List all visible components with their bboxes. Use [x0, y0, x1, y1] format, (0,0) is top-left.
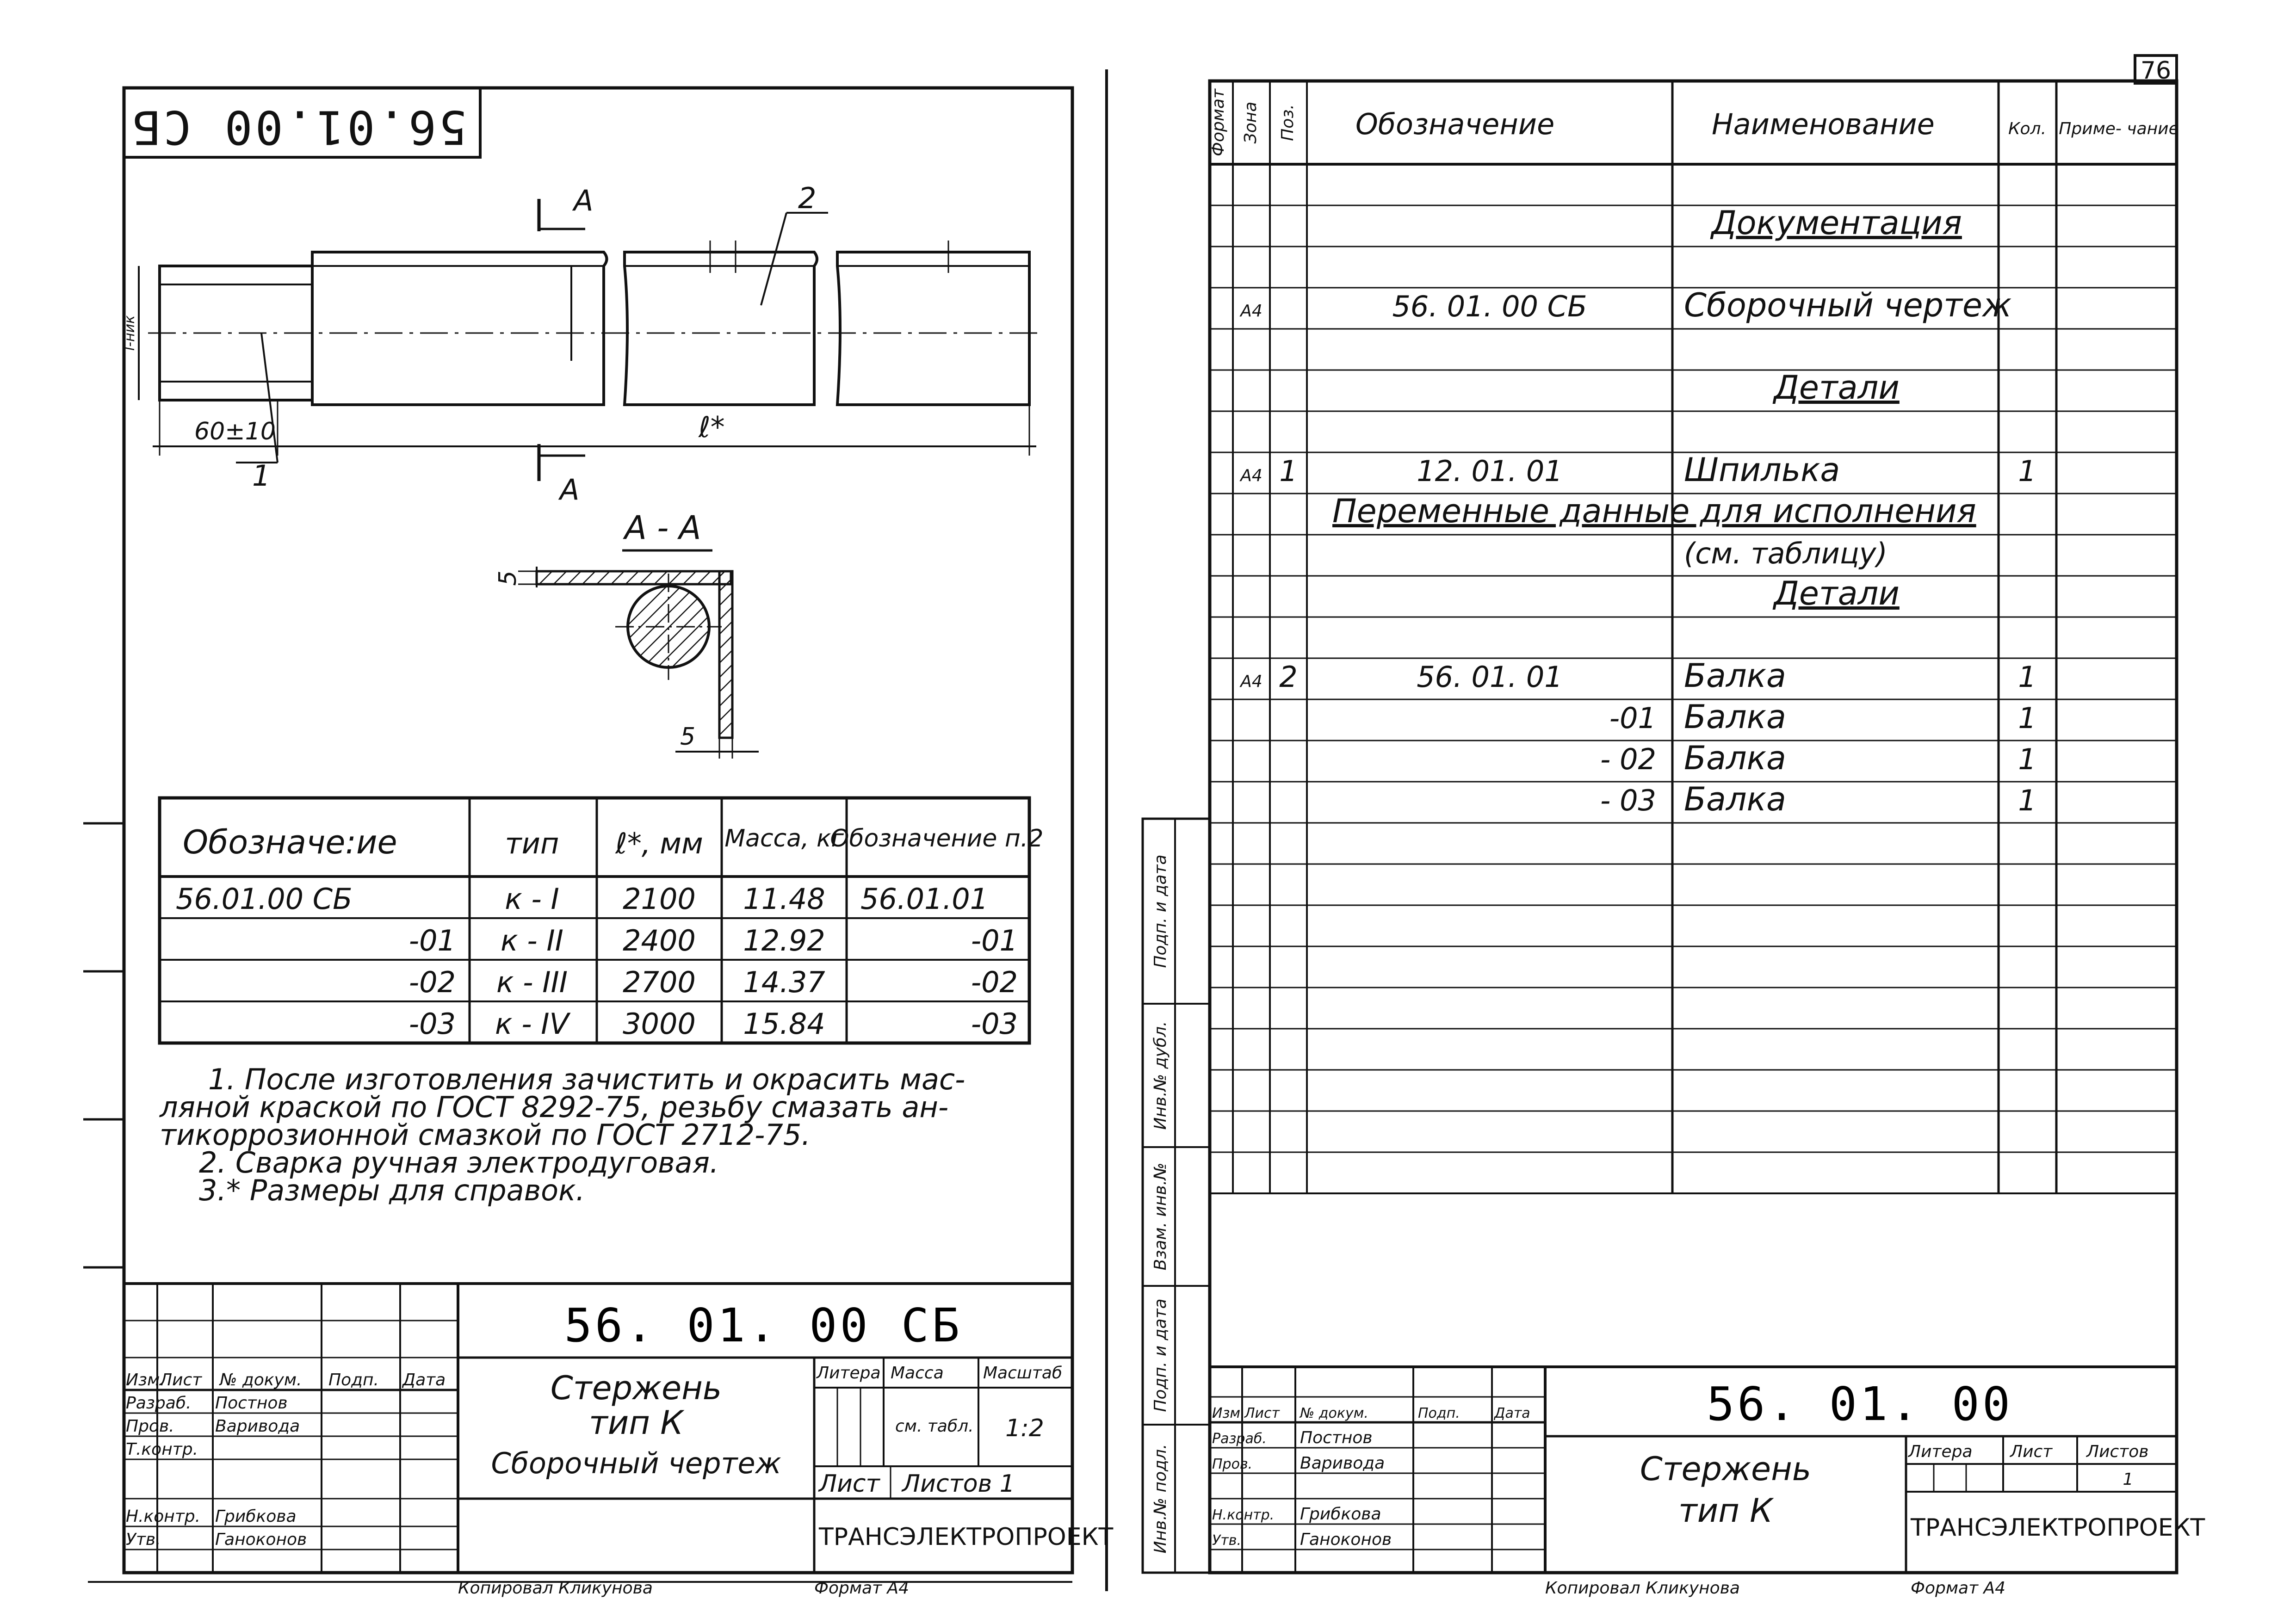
left-name-line3: Сборочный чертеж [491, 1446, 781, 1480]
note-line: 1. После изготовления зачистить и окрасить мас- [208, 1062, 965, 1096]
side-label: Взам. инв.№ [1151, 1162, 1170, 1271]
spec-name-cell: (см. таблицу) [1684, 537, 1888, 570]
vt-cell: 56.01.00 СБ [176, 882, 353, 916]
spec-qty-cell: 1 [2018, 454, 2036, 488]
side-label: Подп. и дата [1151, 854, 1170, 968]
rtb-sheets-value: 1 [2123, 1470, 2134, 1489]
vt-cell: 2400 [623, 924, 696, 957]
tb-sheets-label: Листов 1 [902, 1470, 1015, 1498]
spec-header-pos: Поз. [1278, 104, 1297, 141]
right-name-line1: Стержень [1640, 1450, 1812, 1488]
rtb-sheet-label: Лист [2010, 1442, 2053, 1461]
vt-cell: 2100 [623, 882, 696, 916]
spec-designation-cell: Переменные данные для исполнения [1332, 492, 1976, 530]
right-doc-code: 56. 01. 00 [1706, 1377, 2013, 1431]
vt-header-mass: Масса, кг [724, 825, 844, 852]
spec-header-note: Приме- чание [2059, 119, 2179, 138]
spec-name-cell: Сборочный чертеж [1684, 286, 2012, 324]
rtb-role: Утв. [1212, 1532, 1241, 1549]
rtb-role: Н.контр. [1212, 1507, 1275, 1523]
cut-a-bottom-label: A [560, 473, 580, 506]
vt-cell: к - I [505, 882, 559, 916]
spec-designation-cell: - 03 [1600, 784, 1656, 817]
spec-designation-cell: 12. 01. 01 [1417, 454, 1563, 488]
left-name-line2: тип К [589, 1404, 683, 1442]
cut-a-top-label: A [574, 184, 594, 217]
tb-copied: Копировал Кликунова [458, 1579, 653, 1598]
tb-header: Подп. [328, 1371, 379, 1389]
tb-org: ТРАНСЭЛЕКТРОПРОЕКТ [819, 1523, 1114, 1551]
left-sheet [83, 88, 1114, 1598]
spec-name-cell: Балка [1684, 780, 1786, 818]
side-label: Инв.№ подл. [1151, 1444, 1170, 1554]
page-number: 76 [2140, 57, 2172, 85]
rtb-org: ТРАНСЭЛЕКТРОПРОЕКТ [1911, 1514, 2205, 1542]
side-label: Подп. и дата [1151, 1298, 1170, 1412]
spec-pos-cell: 1 [1279, 454, 1298, 488]
spec-format-cell: А4 [1240, 302, 1262, 321]
spec-header-designation: Обозначение [1355, 107, 1555, 141]
vt-cell: 14.37 [743, 965, 825, 999]
vt-header-pos2: Обозначение п.2 [830, 825, 1044, 852]
rtb-header: Подп. [1418, 1405, 1460, 1421]
spec-header-name: Наименование [1712, 107, 1935, 141]
vt-header-designation: Обозначе:ие [183, 823, 397, 861]
spec-qty-cell: 1 [2018, 742, 2036, 776]
dim-60: 60±10 [194, 418, 276, 445]
spec-name-cell: Документация [1711, 204, 1962, 242]
tb-name: Ганоконов [215, 1530, 307, 1549]
vt-cell: к - II [501, 924, 563, 957]
side-label: Инв.№ дубл. [1151, 1021, 1170, 1130]
vt-cell: 56.01.01 [860, 882, 989, 916]
section-a-a [518, 550, 759, 759]
spec-format-cell: А4 [1240, 466, 1262, 485]
vt-header-type: тип [505, 827, 559, 860]
spec-designation-cell: 56. 01. 01 [1417, 660, 1563, 694]
tb-role: Т.контр. [126, 1440, 198, 1459]
rtb-header: Изм. [1212, 1405, 1245, 1421]
tb-role: Пров. [126, 1417, 174, 1436]
tb-header: Лист [160, 1371, 202, 1389]
vt-cell: -01 [408, 924, 456, 957]
tb-role: Н.контр. [126, 1507, 201, 1526]
rtb-name: Ганоконов [1300, 1530, 1392, 1549]
dim-5-top: 5 [494, 570, 522, 586]
spec-name-cell: Детали [1774, 369, 1900, 407]
spec-header-qty: Кол. [2008, 119, 2047, 138]
spec-name-cell: Балка [1684, 698, 1786, 736]
spec-format-cell: А4 [1240, 672, 1262, 691]
spec-table-rows [1239, 204, 2036, 818]
rtb-name: Варивода [1300, 1454, 1385, 1473]
spec-designation-cell: -01 [1609, 701, 1656, 735]
vt-cell: -02 [408, 965, 456, 999]
tb-name: Варивода [215, 1417, 300, 1436]
vt-cell: 12.92 [743, 924, 825, 957]
dim-5-bottom: 5 [680, 723, 696, 751]
rtb-litera-label: Литера [1908, 1442, 1973, 1461]
spec-designation-cell: - 02 [1600, 742, 1656, 776]
vt-cell: 11.48 [743, 882, 825, 916]
tb-name: Грибкова [215, 1507, 297, 1526]
tb-header: Дата [402, 1371, 446, 1389]
position-1-label: 1 [252, 459, 271, 493]
tb-scale-label: Масштаб [983, 1364, 1063, 1383]
rotated-code: 56.01.00 СБ [130, 100, 467, 154]
rtb-format: Формат А4 [1911, 1579, 2006, 1598]
vt-cell: к - III [496, 965, 568, 999]
vt-cell: к - IV [495, 1007, 569, 1041]
rtb-name: Грибкова [1300, 1505, 1381, 1524]
dim-l: ℓ* [699, 410, 725, 444]
spec-header-format: Формат [1209, 88, 1228, 157]
spec-designation-cell: 56. 01. 00 СБ [1392, 290, 1587, 323]
rtb-header: Лист [1244, 1405, 1280, 1421]
vt-cell: -01 [971, 924, 1018, 957]
spec-header-zone: Зона [1241, 101, 1260, 144]
spec-qty-cell: 1 [2018, 701, 2036, 735]
position-2-label: 2 [798, 181, 817, 215]
tb-header: № докум. [220, 1371, 302, 1389]
tb-name: Постнов [215, 1394, 288, 1413]
spec-name-cell: Балка [1684, 739, 1786, 777]
rtb-header: Дата [1494, 1405, 1530, 1421]
vt-header-length: ℓ*, мм [615, 827, 703, 860]
vt-cell: 15.84 [743, 1007, 825, 1041]
rtb-role: Разраб. [1212, 1431, 1267, 1447]
variants-table [160, 798, 1043, 1043]
vt-cell: -03 [408, 1007, 456, 1041]
note-line: 2. Сварка ручная электродуговая. [199, 1146, 719, 1179]
left-doc-code: 56. 01. 00 СБ [564, 1298, 963, 1352]
left-name-line1: Стержень [550, 1369, 722, 1407]
spec-qty-cell: 1 [2018, 784, 2036, 817]
tb-format: Формат А4 [814, 1579, 910, 1598]
tb-role: Разраб. [126, 1394, 192, 1413]
rtb-role: Пров. [1212, 1456, 1253, 1472]
notes [159, 1062, 965, 1207]
vt-cell: -02 [971, 965, 1018, 999]
tb-mass-value: см. табл. [895, 1417, 974, 1436]
vt-cell: 2700 [623, 965, 696, 999]
rtb-copied: Копировал Кликунова [1545, 1579, 1740, 1598]
spec-name-cell: Шпилька [1684, 451, 1840, 489]
rtb-header: № докум. [1300, 1405, 1368, 1421]
section-title: A - A [625, 509, 701, 547]
vt-cell: 3000 [623, 1007, 696, 1041]
note-line: тикоррозионной смазкой по ГОСТ 2712-75. [160, 1118, 811, 1152]
tb-mass-label: Масса [891, 1364, 944, 1383]
vt-cell: -03 [971, 1007, 1018, 1041]
tb-header: Изм. [126, 1371, 165, 1389]
note-line: 3.* Размеры для справок. [199, 1173, 585, 1207]
right-name-line2: тип К [1678, 1492, 1773, 1530]
rtb-name: Постнов [1300, 1428, 1373, 1447]
tb-scale-value: 1:2 [1005, 1414, 1044, 1442]
spec-name-cell: Балка [1684, 657, 1786, 695]
spec-name-cell: Детали [1774, 574, 1900, 612]
tb-role: Утв. [126, 1530, 161, 1549]
tb-litera-label: Литера [817, 1364, 881, 1383]
spec-table-grid [1210, 81, 2177, 1193]
thread-dimension: l-ник [122, 315, 138, 351]
spec-qty-cell: 1 [2018, 660, 2036, 694]
spec-pos-cell: 2 [1279, 660, 1298, 694]
tb-sheet-label: Лист [819, 1470, 880, 1498]
right-sheet [1143, 56, 2205, 1598]
note-line: ляной краской по ГОСТ 8292-75, резьбу смазать ан- [160, 1090, 949, 1124]
rtb-sheets-label: Листов [2086, 1442, 2149, 1461]
